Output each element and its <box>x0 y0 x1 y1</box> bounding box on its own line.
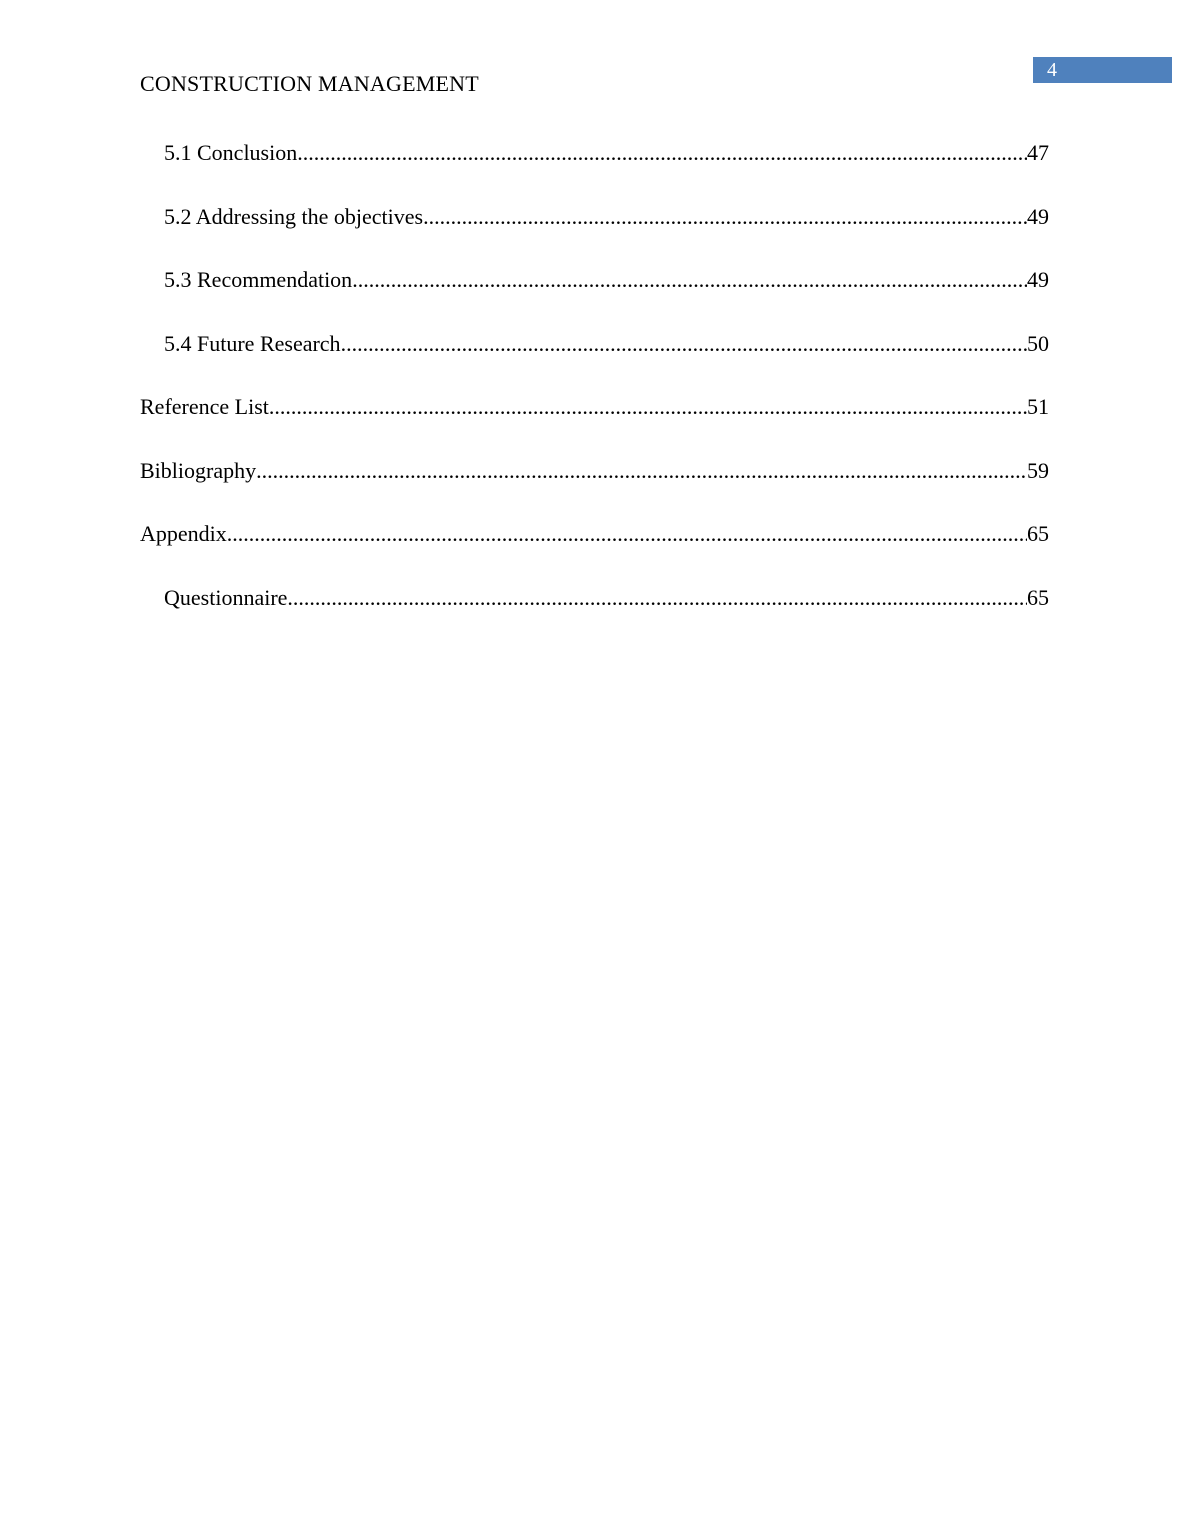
toc-entry-addressing-objectives[interactable] <box>140 202 1049 266</box>
toc-dot-leader <box>423 202 1027 232</box>
table-of-contents <box>140 138 1049 646</box>
toc-entry-label: 5.3 Recommendation <box>164 267 353 292</box>
toc-entry-label: Questionnaire <box>164 584 288 610</box>
toc-entry-label: Reference List <box>140 394 269 419</box>
toc-entry-appendix[interactable] <box>140 519 1049 583</box>
toc-entry-future-research[interactable] <box>140 329 1049 393</box>
toc-dot-leader <box>287 583 1027 613</box>
toc-entry-questionnaire[interactable] <box>140 583 1049 647</box>
toc-entry-reference-list[interactable] <box>140 392 1049 456</box>
toc-entry-label: 5.2 Addressing the objectives <box>164 203 424 229</box>
toc-entry-page: 49 <box>1027 267 1049 292</box>
toc-entry-page: 65 <box>1027 584 1049 610</box>
toc-entry-page: 65 <box>1027 521 1049 546</box>
page-header-title: CONSTRUCTION MANAGEMENT <box>140 71 479 96</box>
toc-dot-leader <box>227 519 1027 549</box>
toc-entry-label: Bibliography <box>140 457 257 483</box>
toc-entry-bibliography[interactable] <box>140 456 1049 520</box>
toc-entry-label: Appendix <box>140 521 227 546</box>
toc-dot-leader <box>341 329 1027 359</box>
toc-entry-page: 49 <box>1027 203 1049 229</box>
toc-entry-page: 51 <box>1027 394 1049 419</box>
toc-entry-label: 5.1 Conclusion <box>164 140 298 165</box>
toc-dot-leader <box>269 392 1027 422</box>
toc-dot-leader <box>256 456 1027 486</box>
toc-entry-page: 50 <box>1027 330 1049 356</box>
toc-entry-page: 59 <box>1027 457 1049 483</box>
page-number-badge: 4 <box>1033 57 1172 83</box>
toc-entry-label: 5.4 Future Research <box>164 330 341 356</box>
toc-entry-conclusion[interactable] <box>140 138 1049 202</box>
toc-entry-page: 47 <box>1027 140 1049 165</box>
toc-entry-recommendation[interactable] <box>140 265 1049 329</box>
toc-dot-leader <box>352 265 1027 295</box>
toc-dot-leader <box>297 138 1027 168</box>
